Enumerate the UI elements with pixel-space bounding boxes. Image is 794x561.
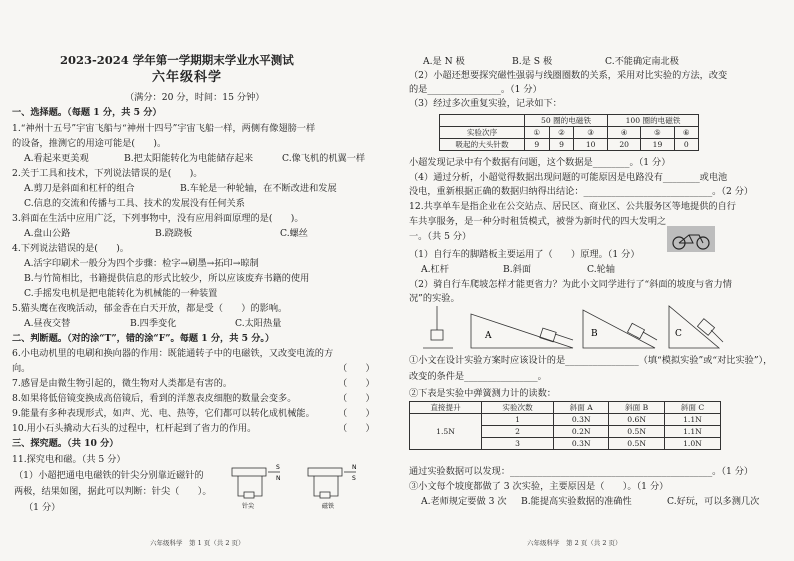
q11-1-line-1: （1）小超把通电电磁铁的针尖分别靠近磁针的 <box>14 470 204 481</box>
slope-c <box>669 306 719 348</box>
q11-1-option-c: C.不能确定南北极 <box>605 56 679 67</box>
cell: 1.1N <box>664 426 720 438</box>
exam-title: 2023-2024 学年第一学期期末学业水平测试 <box>60 53 294 67</box>
pins-cell: 9 <box>549 139 574 151</box>
q3-stem: 3.斜面在生活中应用广泛，下列事物中，没有应用斜面原理的是( )。 <box>12 213 304 224</box>
trial-cell: ② <box>549 127 574 139</box>
group-100-turns: 100 圈的电磁铁 <box>608 115 699 127</box>
slope-experiment-figure <box>423 304 763 350</box>
q11-2-line-2: 的是________________。（1 分） <box>409 84 542 95</box>
j9-answer-bracket[interactable]: （ ） <box>338 408 375 419</box>
q12-2c-option-b: B.能提高实验数据的准确性 <box>521 496 632 507</box>
q12-2-line-1: （2）骑自行车爬坡怎样才能更省力？为此小文同学进行了“斜面的坡度与省力情 <box>409 279 732 290</box>
cell: 1.1N <box>664 414 720 426</box>
q12-line-1: 12.共享单车是指企业在公交站点、居民区、商业区、公共服务区等地提供的自行 <box>409 201 736 212</box>
block-direct-lift <box>431 330 443 340</box>
q1-option-b: B.把太阳能转化为电能储存起来 <box>124 153 254 164</box>
svg-text:S: S <box>352 475 356 482</box>
svg-text:S: S <box>276 464 280 471</box>
q12-2c-option-a: A.老师规定要做 3 次 <box>421 496 507 507</box>
exam-meta: （满分：20 分，时间：15 分钟） <box>125 92 265 103</box>
q12-score: 一。（共 5 分） <box>409 231 472 242</box>
cell: 0.5N <box>609 426 665 438</box>
j9-stem: 9.能量有多种表现形式，如声、光、电、热等，它们都可以转化成机械能。 <box>12 408 315 419</box>
q11-3-find: 小超发现记录中有个数据有问题，这个数据是________。（1 分） <box>409 157 671 168</box>
q11-1-score: （1 分） <box>24 502 61 513</box>
j10-stem: 10.用小石头撬动大石头的过程中，杠杆起到了省力的作用。 <box>12 423 257 434</box>
fig-label-magnet: 磁铁 <box>322 503 335 510</box>
q12-1-stem: （1）自行车的脚踏板主要运用了（ ）原理。（1 分） <box>409 249 640 260</box>
q4-stem: 4.下列说法错误的是( )。 <box>12 243 129 254</box>
table-row <box>440 139 699 151</box>
q5-option-a: A.昼夜交替 <box>24 318 71 329</box>
slope-label-a: A <box>485 331 492 341</box>
q12-2b-stem: ②下表是实验中弹簧测力计的读数： <box>409 388 556 399</box>
table-row <box>440 115 699 127</box>
q11-4-line-1: （4）通过分析，小超觉得数据出现问题的可能原因是电路没有________或电池 <box>409 172 728 183</box>
subject-title: 六年级科学 <box>152 70 223 85</box>
j8-stem: 8.如果将低倍镜变换成高倍镜后，看到的洋葱表皮细胞的数量会变多。 <box>12 393 297 404</box>
q11-1-line-2: 两极，结果如图，据此可以判断：针尖（ ）。 <box>14 486 212 497</box>
j10-answer-bracket[interactable]: （ ） <box>338 423 375 434</box>
q11-4-line-2: 没电，重新根据正确的数据归纳得出结论：____________________________。（2 分） <box>409 186 754 197</box>
table-row <box>440 127 699 139</box>
q1-option-a: A.看起来更美观 <box>24 153 89 164</box>
cell: 1 <box>482 414 554 426</box>
section-3-heading: 三、探究题。（共 10 分） <box>12 438 119 449</box>
cell: 0.3N <box>554 438 609 450</box>
j6-line-1: 6.小电动机里的电刷和换向器的作用：既能通转子中的电磁铁，又改变电流的方 <box>12 348 334 359</box>
fig-label-needle: 针尖 <box>242 503 255 510</box>
spring-scale-table <box>409 401 721 450</box>
cell: 0.2N <box>554 426 609 438</box>
trial-cell: ⑤ <box>641 127 674 139</box>
q11-2-line-1: （2）小超还想要探究磁性强弱与线圈圈数的关系，采用对比实验的方法，改变 <box>409 70 728 81</box>
q5-option-b: B.四季变化 <box>130 318 177 329</box>
row-label-trial: 实验次序 <box>440 127 525 139</box>
cell: 1.0N <box>664 438 720 450</box>
q11-3-stem: （3）经过多次重复实验，记录如下： <box>409 98 562 109</box>
q2-stem: 2.关于工具和技术，下列说法错误的是( )。 <box>12 168 203 179</box>
table-row <box>410 402 721 414</box>
pins-cell: 20 <box>608 139 641 151</box>
footer-page-2: 六年级科学 第 2 页（共 2 页） <box>527 539 622 547</box>
q1-line-1: 1.“神州十五号”宇宙飞船与“神州十四号”宇宙飞船一样，两侧有像翅膀一样 <box>12 123 316 134</box>
direct-value: 1.5N <box>410 414 482 450</box>
pins-cell: 10 <box>574 139 608 151</box>
svg-text:N: N <box>276 475 281 482</box>
j7-answer-bracket[interactable]: （ ） <box>338 378 375 389</box>
bicycle-image <box>667 226 715 252</box>
q12-1-option-b: B.斜面 <box>503 264 532 275</box>
header-slope-b: 斜面 B <box>609 402 665 414</box>
q3-option-a: A.盘山公路 <box>24 228 71 239</box>
magnet-needle-figure <box>228 462 378 512</box>
trial-cell: ① <box>525 127 550 139</box>
pins-cell: 0 <box>674 139 698 151</box>
q12-2c-stem: ③小文每个坡度都做了 3 次实验，主要原因是（ ）。（1 分） <box>409 481 669 492</box>
q5-option-c: C.太阳热量 <box>235 318 282 329</box>
battery-left <box>244 492 254 498</box>
q12-2c-option-c: C.好玩，可以多测几次 <box>667 496 760 507</box>
q12-1-option-a: A.杠杆 <box>421 264 449 275</box>
slope-label-c: C <box>675 329 682 339</box>
magnet-left <box>232 468 266 476</box>
exam-page-2 <box>397 0 794 561</box>
cell: 3 <box>482 438 554 450</box>
q12-1-option-c: C.轮轴 <box>587 264 615 275</box>
group-50-turns: 50 圈的电磁铁 <box>525 115 608 127</box>
header-direct: 直接提升 <box>410 402 482 414</box>
cell: 0.6N <box>609 414 665 426</box>
q2-option-a: A.剪刀是斜面和杠杆的组合 <box>24 183 135 194</box>
q1-option-c: C.像飞机的机翼一样 <box>282 153 366 164</box>
slope-label-b: B <box>591 329 598 339</box>
q2-option-b: B.车轮是一种轮轴，在不断改进和发展 <box>180 183 337 194</box>
q1-line-2: 的设备，推测它的用途可能是( )。 <box>12 138 167 149</box>
q11-stem: 11.探究电和磁。（共 5 分） <box>12 454 126 465</box>
trial-cell: ③ <box>574 127 608 139</box>
cell: 0.3N <box>554 414 609 426</box>
section-1-heading: 一、选择题。（每题 1 分，共 5 分） <box>12 107 162 118</box>
q12-2a-line-2: 改变的条件是________________。 <box>409 371 547 382</box>
header-trials: 实验次数 <box>482 402 554 414</box>
j8-answer-bracket[interactable]: （ ） <box>338 393 375 404</box>
q12-2a-line-1: ①小文在设计实验方案时应该设计的是________________（填“模拟实验”或“对比实验”）， <box>409 355 773 366</box>
q2-option-c: C.信息的交流和传播与工具、技术的发展没有任何关系 <box>24 198 245 209</box>
q12-2-line-2: 况”的实验。 <box>409 293 460 304</box>
q4-option-c: C.手摇发电机是把电能转化为机械能的一种装置 <box>24 288 218 299</box>
j6-answer-bracket[interactable]: （ ） <box>338 363 375 374</box>
svg-text:N: N <box>352 464 357 471</box>
q12-conclusion: 通过实验数据可以发现：____________________________________________。（1 分） <box>409 466 754 477</box>
header-slope-c: 斜面 C <box>664 402 720 414</box>
header-slope-a: 斜面 A <box>554 402 609 414</box>
j6-line-2: 向。 <box>12 363 31 374</box>
q4-option-a: A.活字印刷术一般分为四个步骤：检字→刷墨→拓印→晾制 <box>24 258 259 269</box>
q3-option-c: C.螺丝 <box>280 228 308 239</box>
q11-1-option-b: B.是 S 极 <box>512 56 553 67</box>
table-row <box>410 414 721 426</box>
q3-option-b: B.跷跷板 <box>155 228 193 239</box>
cell: 2 <box>482 426 554 438</box>
pins-cell: 19 <box>641 139 674 151</box>
trial-cell: ④ <box>608 127 641 139</box>
j7-stem: 7.感冒是由微生物引起的，微生物对人类都是有害的。 <box>12 378 233 389</box>
trial-cell: ⑥ <box>674 127 698 139</box>
row-label-pins: 吸起的大头针数 <box>440 139 525 151</box>
q12-line-2: 车共享服务，是一种分时租赁模式，被誉为新时代的四大发明之 <box>409 216 667 227</box>
electromagnet-table <box>439 114 699 151</box>
magnet-right <box>308 468 342 476</box>
footer-page-1: 六年级科学 第 1 页（共 2 页） <box>150 539 245 547</box>
battery-right <box>320 492 330 498</box>
q4-option-b: B.与竹简相比，书籍提供信息的形式比较少，所以应该废弃书籍的使用 <box>24 273 310 284</box>
section-2-heading: 二、判断题。（对的涂“T”，错的涂“F”。每题 1 分，共 5 分。） <box>12 333 275 344</box>
pins-cell: 9 <box>525 139 550 151</box>
q11-1-option-a: A.是 N 极 <box>423 56 465 67</box>
q5-stem: 5.猫头鹰在夜晚活动，郁金香在白天开放，都是受（ ）的影响。 <box>12 303 288 314</box>
cell: 0.5N <box>609 438 665 450</box>
